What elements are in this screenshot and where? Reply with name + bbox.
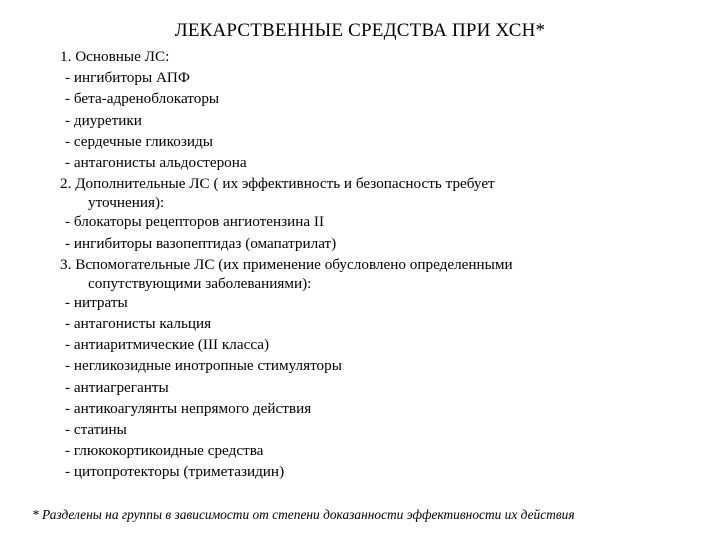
page-title: ЛЕКАРСТВЕННЫЕ СРЕДСТВА ПРИ ХСН*	[174, 20, 546, 41]
list-item: - ингибиторы АПФ	[65, 69, 190, 87]
list-item: - ингибиторы вазопептидаз (омапатрилат)	[65, 234, 337, 252]
footnote: * Разделены на группы в зависимости от степени доказанности эффективности их действия	[32, 507, 575, 522]
section1-heading: 1. Основные ЛС:	[60, 48, 170, 65]
list-item: - антикоагулянты непрямого действия	[65, 399, 312, 417]
list-item: - сердечные гликозиды	[65, 132, 213, 150]
section2-heading-continuation: уточнения):	[88, 194, 165, 212]
list-item: - антиагреганты	[65, 378, 169, 396]
section3-heading-continuation: сопутствующими заболеваниями):	[88, 274, 312, 292]
drug-list	[60, 46, 660, 483]
list-item: - цитопротекторы (триметазидин)	[65, 463, 285, 481]
list-item: - блокаторы рецепторов ангиотензина II	[65, 213, 325, 231]
section3-heading: 3. Вспомогательные ЛС (их применение обусловлено определенными	[60, 255, 513, 273]
list-item: - нитраты	[65, 293, 128, 311]
list-item: - негликозидные инотропные стимуляторы	[65, 357, 342, 375]
list-item: - антагонисты альдостерона	[65, 153, 247, 171]
list-item: - бета-адреноблокаторы	[65, 90, 220, 108]
list-item: - статины	[65, 421, 127, 438]
section2-heading: 2. Дополнительные ЛС ( их эффективность и безопасность требует	[60, 175, 495, 193]
list-item: - диуретики	[65, 111, 142, 129]
list-item: - антиаритмические (III класса)	[65, 336, 270, 354]
list-item: - антагонисты кальция	[65, 315, 212, 333]
list-item: - глюкокортикоидные средства	[65, 442, 264, 460]
